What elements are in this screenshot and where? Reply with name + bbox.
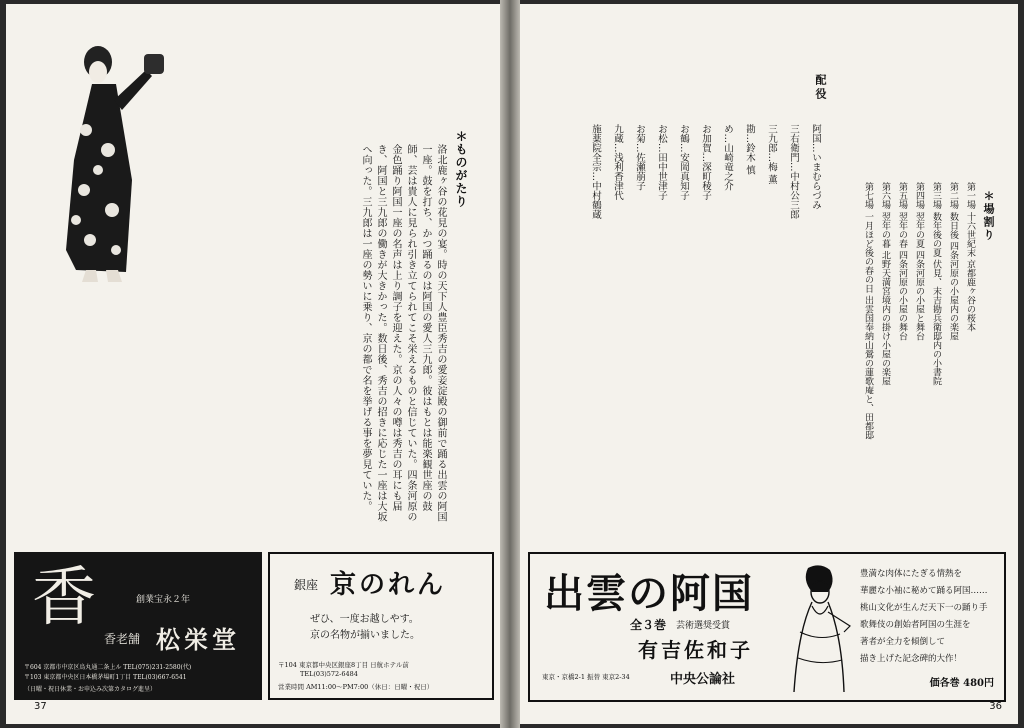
story-body xyxy=(198,144,448,524)
incense-glyph-icon: 香 xyxy=(32,561,96,635)
cast-item: め…山崎竜之介 xyxy=(722,124,733,191)
book-copy-line: 華麗な小袖に秘めて踊る阿国…… xyxy=(860,586,988,596)
dancer-photo xyxy=(46,40,176,285)
kyonoren-phone: TEL(03)572-6484 xyxy=(300,670,358,678)
shoeido-badge: 創業宝永２年 xyxy=(136,595,191,605)
scenes-list xyxy=(850,182,978,462)
cast-item: 三右衛門…中村公三郎 xyxy=(788,124,799,219)
cast-item: お加賀…深町稜子 xyxy=(700,124,711,200)
okuni-illustration xyxy=(778,562,858,700)
shoeido-address2: 〒103 東京都中央区日本橋茅場町1丁目 TEL(03)667-6541 xyxy=(24,674,187,681)
cast-item: 九蔵…浅利香津代 xyxy=(612,124,623,200)
book-price: 価各巻 480円 xyxy=(929,678,994,689)
shoeido-name: 松栄堂 xyxy=(156,625,240,654)
book-address: 東京・京橋2-1 振替 東京2-34 xyxy=(542,673,630,681)
shoeido-address1: 〒604 京都市中京区烏丸通二条上ル TEL(075)231-2580(代) xyxy=(24,664,192,671)
scene-item: 第二場 数日後 四条河原の小屋内の楽屋 xyxy=(948,182,958,341)
cast-item: 阿国…いまむらづみ xyxy=(810,124,821,210)
cast-item: お松…田中世津子 xyxy=(656,124,667,200)
story-text: 洛北鹿ヶ谷の花見の宴。時の天下人豊臣秀吉の愛妾淀殿の御前で踊る出雲の阿国一座。鼓を打ち、かつ踊るのは阿国の愛人三九郎。彼はもとは能楽観世座の鼓師、芸は貴人に見られ引き立てられてこそ栄えるものと信じていた。四条河原の金色踊り阿国一座の名声は上り調子を迎えた。京の人々の噂は秀吉の耳にも届き、阿国と三九郎の働きが大きかった。数日後、秀吉の招きに応じた一座は大坂へ向った。三九郎は一座の勢いに乗り、京の都で名を挙げる事を夢見ていた。 xyxy=(360,144,446,522)
scene-item: 第六場 翌年の暮 北野天満宮境内の掛け小屋の楽屋 xyxy=(880,182,890,386)
kyonoren-address: 〒104 東京都中央区銀座8丁目 日航ホテル前 xyxy=(278,661,409,669)
book-volume: 全３巻 xyxy=(630,618,667,632)
book-copy-line: 著者が全力を傾倒して xyxy=(860,637,946,647)
scene-item: 第五場 翌年の春 四条河原の小屋の舞台 xyxy=(897,182,907,341)
shoeido-note: （日曜・祝日休業・お申込み次第カタログ進呈） xyxy=(24,686,157,693)
book-copy-line: 描き上げた記念碑的大作！ xyxy=(860,654,963,664)
cast-item: 三九郎…梅 薫 xyxy=(766,124,777,185)
book-publisher: 中央公論社 xyxy=(670,672,736,687)
cast-item: お鶴…安岡真知子 xyxy=(678,124,689,200)
cast-item: 勘…鈴木 慎 xyxy=(744,124,755,175)
kyonoren-tagline2: 京の名物が揃いました。 xyxy=(310,630,420,641)
shoeido-ad xyxy=(14,552,262,700)
page-37 xyxy=(6,4,506,724)
story-title: ＊ものがたり xyxy=(454,130,468,208)
kyonoren-hours: 営業時間 AM11:00〜PM7:00（休日：日曜・祝日） xyxy=(278,683,434,691)
scenes-title: ＊場割り xyxy=(982,190,995,242)
book-ad xyxy=(528,552,1006,702)
scene-item: 第七場 一月ほど後の春の日 出雲国奉納山鶯の蓮歌庵と、田都邸 xyxy=(863,182,873,440)
book-title: 出雲の阿国 xyxy=(544,570,754,617)
kyonoren-prefix: 銀座 xyxy=(294,578,319,592)
scene-item: 第四場 翌年の夏 四条河原の小屋と舞台 xyxy=(914,182,924,341)
page-number-left: 37 xyxy=(34,701,47,712)
cast-list xyxy=(526,124,826,504)
cast-title: 配役 xyxy=(814,74,827,102)
kyonoren-name: 京のれん xyxy=(330,570,447,600)
kyonoren-ad xyxy=(268,552,494,700)
cast-item: 施薬院全宗…中村鶴蔵 xyxy=(590,124,601,219)
page-36 xyxy=(514,4,1018,724)
binding-gutter xyxy=(500,0,520,728)
scene-item: 第一場 十六世紀末 京都鹿ヶ谷の桜本 xyxy=(965,182,975,332)
page-number-right: 36 xyxy=(989,701,1002,712)
kyonoren-tagline1: ぜひ、一度お越しやす。 xyxy=(310,614,419,625)
shoeido-brand: 香老舗 xyxy=(104,632,141,646)
cast-item: お菊…佐瀬萠子 xyxy=(634,124,645,191)
book-copy xyxy=(860,566,1000,689)
book-copy-line: 桃山文化が生んだ天下一の踊り手 xyxy=(860,603,988,613)
scene-item: 第三場 数年後の夏 伏見、末吉勘兵衛邸内の小書院 xyxy=(931,182,941,386)
book-copy-line: 歌舞伎の創始者阿国の生涯を xyxy=(860,620,971,630)
book-author: 有吉佐和子 xyxy=(638,638,753,662)
book-copy-line: 豊満な肉体にたぎる情熱を xyxy=(860,569,963,579)
book-award: 芸術選奨受賞 xyxy=(676,621,731,631)
